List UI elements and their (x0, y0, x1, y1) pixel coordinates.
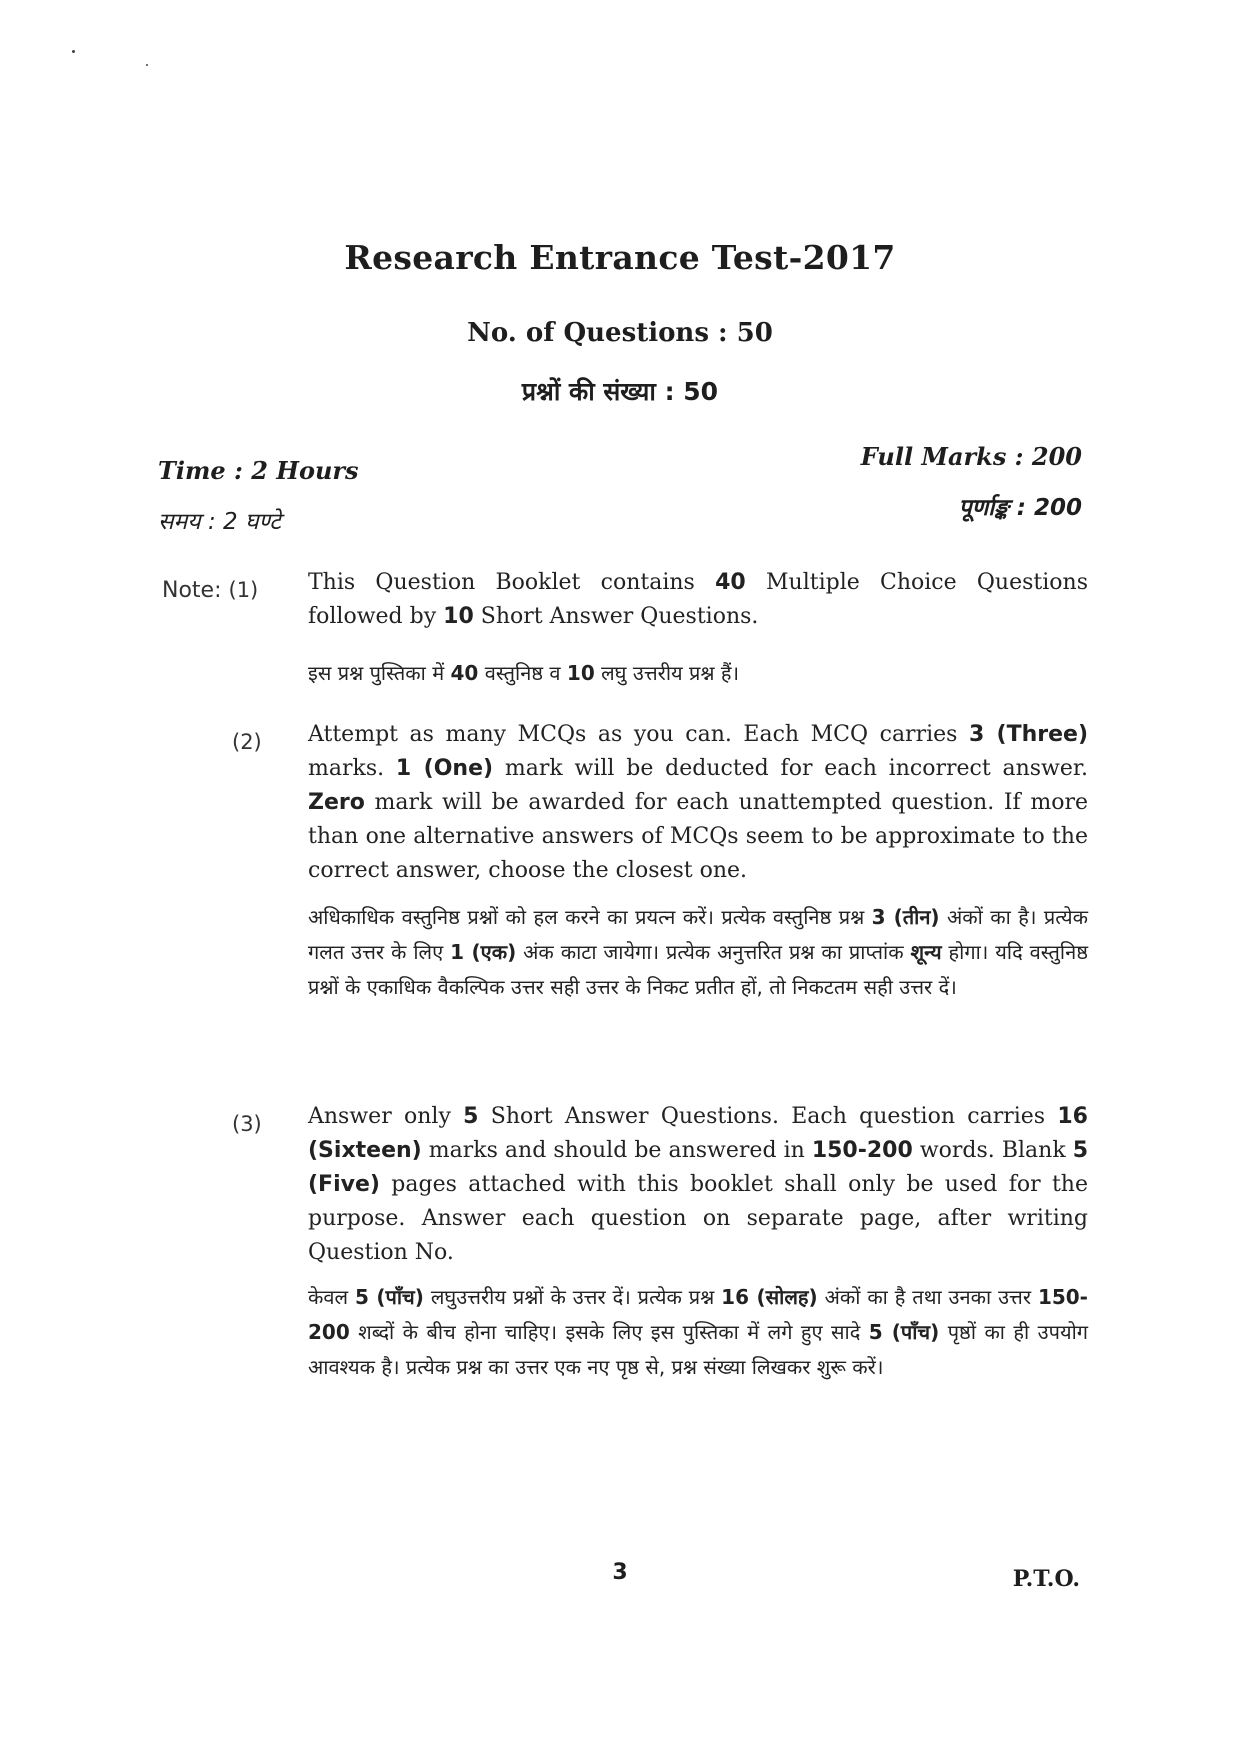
page-number: 3 (612, 1560, 628, 1585)
scan-speck (146, 64, 148, 66)
note-3-hi: केवल 5 (पाँच) लघुउत्तरीय प्रश्नों के उत्तर दें। प्रत्येक प्रश्न 16 (सोलह) अंकों का है तथा उनका उत्तर 150-200 शब्दों के बीच होना चाहिए। इसके लिए इस पुस्तिका में लगे हुए सादे 5 (पाँच) पृष्ठों का ही उपयोग आवश्यक है। प्रत्येक प्रश्न का उत्तर एक नए पृष्ठ से, प्रश्न संख्या लिखकर शुरू करें। (308, 1285, 1089, 1379)
question-count-hi: प्रश्नों की संख्या : 50 (521, 377, 719, 406)
note-2-en: Attempt as many MCQs as you can. Each MCQ carries 3 (Three) marks. 1 (One) mark will be deducted for each incorrect answer. Zero mark will be awarded for each unattempted question. If more than one alternative answers of MCQs seem to be approximate to the correct answer, choose the closest one. (308, 722, 1089, 883)
full-marks-en: Full Marks : 200 (860, 442, 1082, 471)
note-1-hi: इस प्रश्न पुस्तिका में 40 वस्तुनिष्ठ व 10 लघु उत्तरीय प्रश्न हैं। (308, 661, 740, 685)
scan-speck (72, 50, 75, 53)
note-2-hi: अधिकाधिक वस्तुनिष्ठ प्रश्नों को हल करने का प्रयत्न करें। प्रत्येक वस्तुनिष्ठ प्रश्न 3 (तीन) अंकों का है। प्रत्येक गलत उत्तर के लिए 1 (एक) अंक काटा जायेगा। प्रत्येक अनुत्तरित प्रश्न का प्राप्तांक शून्य होगा। यदि वस्तुनिष्ठ प्रश्नों के एकाधिक वैकल्पिक उत्तर सही उत्तर के निकट प्रतीत हों, तो निकटतम सही उत्तर दें। (308, 905, 1089, 999)
note-3-number: (3) (232, 1112, 262, 1136)
note-1-number: (1) (228, 578, 259, 602)
page-title: Research Entrance Test-2017 (344, 238, 896, 277)
note-label (162, 578, 258, 603)
note-3-en: Answer only 5 Short Answer Questions. Each question carries 16 (Sixteen) marks and should be answered in 150-200 words. Blank 5 (Five) pages attached with this booklet shall only be used for the purpose. Answer each question on separate page, after writing Question No. (308, 1104, 1088, 1265)
time-hi: समय : 2 घण्टे (158, 509, 281, 535)
note-label-text: Note: (162, 578, 222, 603)
time-en: Time : 2 Hours (158, 456, 359, 485)
note-1-en: This Question Booklet contains 40 Multiple Choice Questions followed by 10 Short Answer Questions. (308, 570, 1088, 629)
question-count-en: No. of Questions : 50 (467, 318, 773, 348)
pto-label: P.T.O. (1012, 1566, 1080, 1592)
note-2-number: (2) (232, 730, 262, 754)
full-marks-hi: पूर्णाङ्क : 200 (958, 495, 1082, 521)
